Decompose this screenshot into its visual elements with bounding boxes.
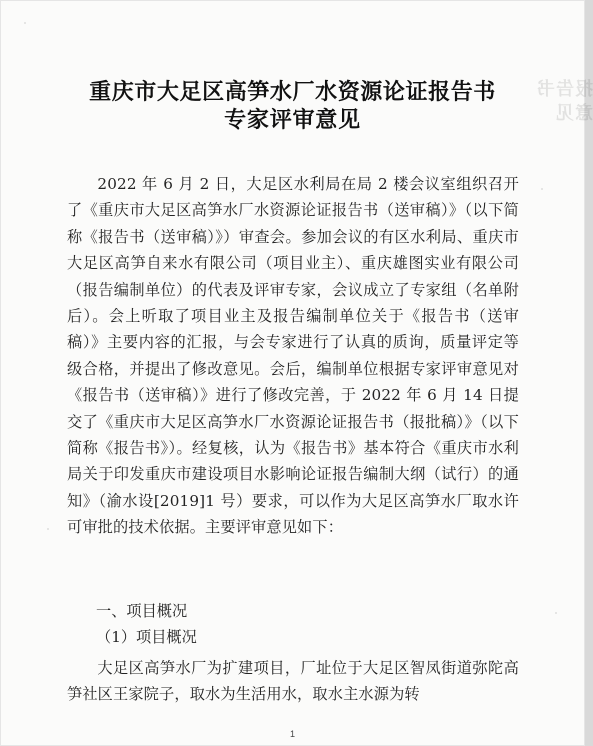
section-heading-level-1: 一、项目概况 [96,602,188,620]
bleed-through-line: 意见 [555,103,593,124]
main-body [67,171,519,541]
project-summary-paragraph: 大足区高笋水厂为扩建项目，厂址位于大足区智凤街道弥陀高笋社区王家院子，取水为生活用水，取水主水源为转 [67,659,519,704]
document-subtitle: 专家评审意见 [224,107,361,133]
page-number: 1 [289,729,295,739]
project-summary [67,655,519,708]
paper-speck [24,22,26,24]
paper-speck [541,188,543,190]
document-title: 重庆市大足区高笋水厂水资源论证报告书 [89,79,496,105]
opening-paragraph: 2022 年 6 月 2 日，大足区水利局在局 2 楼会议室组织召开了《重庆市大足区高笋水厂水资源论证报告书（送审稿）》（以下简称《报告书（送审稿）》）审查会。参加会议的有区水利局、重庆市大足区高笋自来水有限公司（项目业主）、重庆雄图实业有限公司（报告编制单位）的代表及评审专家，会议成立了专家组（名单附后）。会上听取了项目业主及报告编制单位关于《报告书（送审稿）》主要内容的汇报，与会专家进行了认真的质询，质量评定等级合格，并提出了修改意见。会后，编制单位根据专家评审意见对《报告书（送审稿）》进行了修改完善，于 2022 年 6 月 14 日提交了《重庆市大足区高笋水厂水资源论证报告书（报批稿）》（以下简称《报告书》）。经复核，认为《报告书》基本符合《重庆市水利局关于印发重庆市建设项目水影响论证报告编制大纲（试行）的通知》（渝水设[2019]1 号）要求，可以作为大足区高笋水厂取水许可审批的技术依据。主要评审意见如下： [67,175,519,537]
section-heading-level-2: （1）项目概况 [96,628,197,646]
paper-speck [47,528,49,530]
bleed-through-line: 报告书 [536,79,593,100]
paper-speck [555,612,557,614]
